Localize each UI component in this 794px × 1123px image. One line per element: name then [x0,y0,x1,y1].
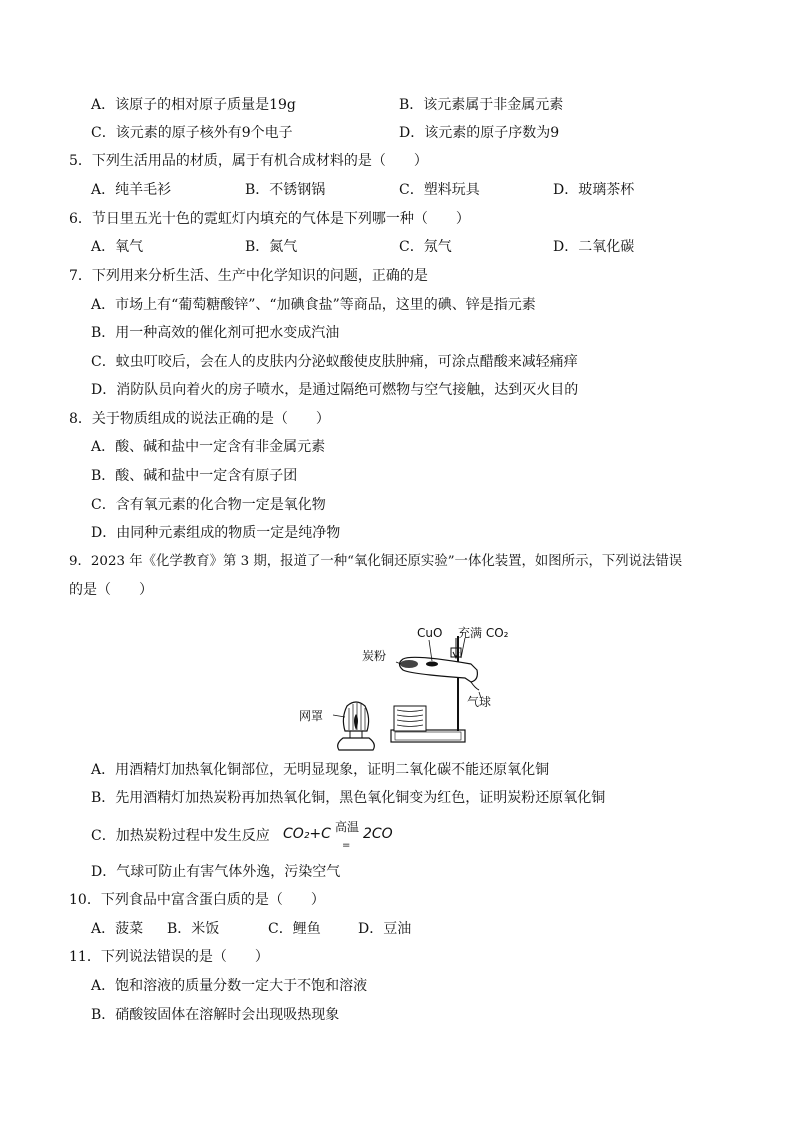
q4-option-d: D．该元素的原子序数为9 [399,125,560,141]
q10-option-a: A．菠菜 [91,921,144,937]
q8-option-a: A．酸、碱和盐中一定含有非金属元素 [91,439,326,455]
q11-option-a: A．饱和溶液的质量分数一定大于不饱和溶液 [91,978,368,994]
q5-option-d: D．玻璃茶杯 [553,182,635,198]
reaction-right: 2CO [363,826,393,842]
q11-stem: 11．下列说法错误的是（ ） [69,949,269,965]
q8-option-d: D．由同种元素组成的物质一定是纯净物 [91,525,341,541]
q7-option-b: B．用一种高效的催化剂可把水变成汽油 [91,325,340,341]
q5-option-b: B．不锈钢锅 [245,182,326,198]
label-carbon: 炭粉 [362,649,387,663]
q10-option-c: C．鲤鱼 [268,921,321,937]
q6-option-d: D．二氧化碳 [553,239,635,255]
q5-option-a: A．纯羊毛衫 [91,182,172,198]
q9-option-c: C．加热炭粉过程中发生反应 [91,828,270,844]
q7-stem: 7．下列用来分析生活、生产中化学知识的问题，正确的是 [69,268,428,284]
q8-option-c: C．含有氧元素的化合物一定是氧化物 [91,497,326,513]
q11-option-b: B．硝酸铵固体在溶解时会出现吸热现象 [91,1007,340,1023]
q5-option-c: C．塑料玩具 [399,182,480,198]
q9-option-a: A．用酒精灯加热氧化铜部位，无明显现象，证明二氧化碳不能还原氧化铜 [91,762,550,778]
q8-option-b: B．酸、碱和盐中一定含有原子团 [91,468,298,484]
q6-option-a: A．氧气 [91,239,144,255]
q4-option-b: B．该元素属于非金属元素 [399,97,564,113]
q9-option-b: B．先用酒精灯加热炭粉再加热氧化铜，黑色氧化铜变为红色，证明炭粉还原氧化铜 [91,790,606,806]
q6-option-b: B．氮气 [245,239,298,255]
label-mesh: 网罩 [299,709,324,723]
q6-stem: 6．节日里五光十色的霓虹灯内填充的气体是下列哪一种（ ） [69,211,470,227]
q4-option-c: C．该元素的原子核外有9个电子 [91,125,293,141]
label-cuo: CuO [417,626,443,640]
q7-option-d: D．消防队员向着火的房子喷水，是通过隔绝可燃物与空气接触，达到灭火目的 [91,382,579,398]
q10-option-d: D．豆油 [358,921,412,937]
q9-option-d: D．气球可防止有害气体外逸，污染空气 [91,864,341,880]
q5-stem: 5．下列生活用品的材质，属于有机合成材料的是（ ） [69,153,428,169]
reaction-condition: 高温 [335,820,360,834]
label-balloon: 气球 [467,695,492,709]
q10-stem: 10．下列食品中富含蛋白质的是（ ） [69,892,325,908]
q9-stem-line2: 的是（ ） [69,582,153,598]
q10-option-b: B．米饭 [167,921,220,937]
q7-option-c: C．蚊虫叮咬后，会在人的皮肤内分泌蚁酸使皮肤肿痛，可涂点醋酸来减轻痛痒 [91,354,578,370]
q4-option-a: A．该原子的相对原子质量是19g [91,97,296,113]
q9-stem-line1: 9．2023 年《化学教育》第 3 期，报道了一种“氧化铜还原实验”一体化装置，如图所示，下列说法错误 [69,554,683,569]
apparatus-figure [295,618,525,756]
reaction-left: CO₂+C [283,826,331,842]
q8-stem: 8．关于物质组成的说法正确的是（ ） [69,411,330,427]
q6-option-c: C．氖气 [399,239,452,255]
reaction-equation [283,818,393,864]
reaction-arrow: = [342,840,351,851]
q7-option-a: A．市场上有“葡萄糖酸锌”、“加碘食盐”等商品，这里的碘、锌是指元素 [91,297,536,313]
label-co2: 充满 CO₂ [458,626,509,640]
